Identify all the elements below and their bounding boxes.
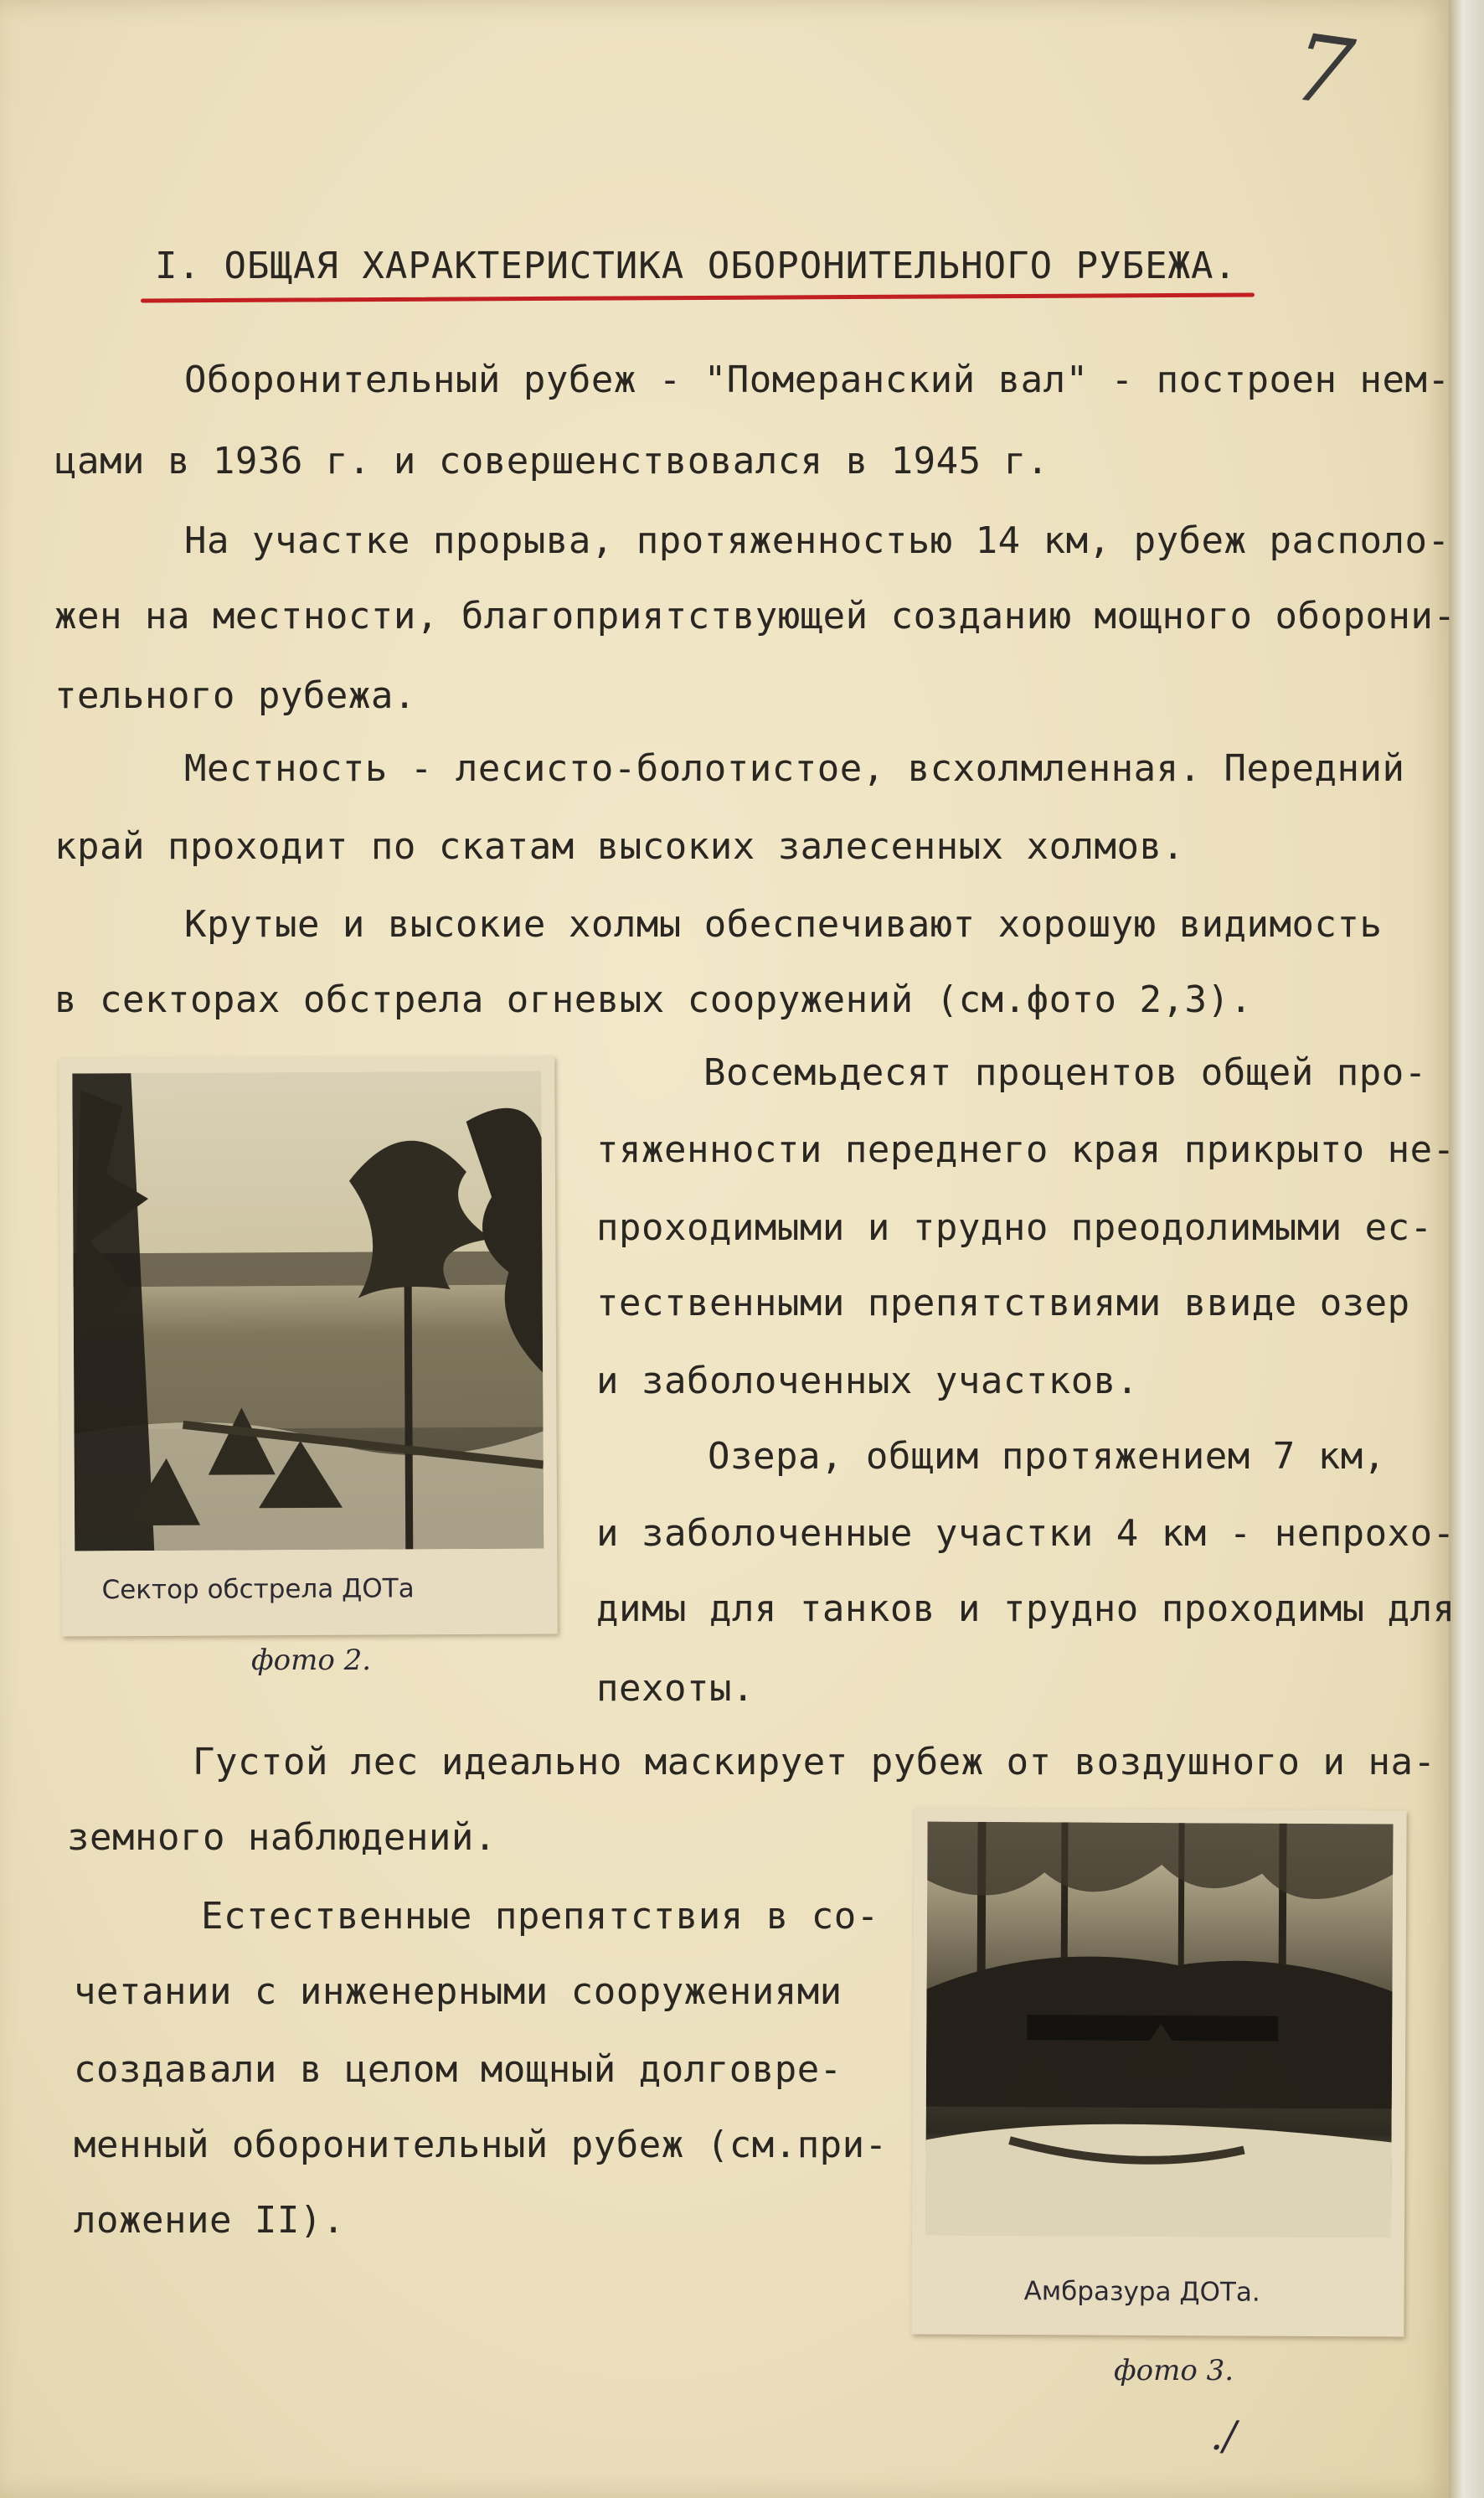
text-line: цами в 1936 г. и совершенствовался в 1945 г. bbox=[54, 440, 1049, 483]
text-line: менный оборонительный рубеж (см.при- bbox=[74, 2124, 888, 2166]
section-heading: I. ОБЩАЯ ХАРАКТЕРИСТИКА ОБОРОНИТЕЛЬНОГО РУБЕЖА. bbox=[155, 245, 1238, 287]
text-line: тественными препятствиями ввиде озер bbox=[596, 1282, 1410, 1324]
text-line: Озера, общим протяжением 7 км, bbox=[708, 1435, 1386, 1478]
text-line: край проходит по скатам высоких залесенных холмов. bbox=[54, 825, 1185, 868]
text-line: создавали в целом мощный долговре- bbox=[74, 2048, 842, 2091]
photo-mount bbox=[911, 1808, 1406, 2336]
text-line: и заболоченных участков. bbox=[596, 1360, 1139, 1402]
text-line: тельного рубежа. bbox=[54, 674, 416, 717]
text-line: в секторах обстрела огневых сооружений (см.фото 2,3). bbox=[54, 978, 1253, 1021]
page-number: 7 bbox=[1286, 13, 1360, 128]
forest-photo bbox=[72, 1071, 544, 1551]
text-line: тяженности переднего края прикрыто не- bbox=[596, 1128, 1456, 1171]
bottom-mark: ./ bbox=[1210, 2413, 1237, 2459]
text-line: жен на местности, благоприятствующей созданию мощного оборони- bbox=[54, 595, 1456, 637]
text-line: димы для танков и трудно проходимы для bbox=[596, 1587, 1456, 1630]
page-edge bbox=[1449, 0, 1484, 2498]
text-line: Оборонительный рубеж - "Померанский вал" - построен нем- bbox=[184, 359, 1451, 401]
text-line: ложение II). bbox=[74, 2199, 345, 2242]
text-line: земного наблюдений. bbox=[67, 1816, 497, 1859]
text-line: Густой лес идеально маскирует рубеж от воздушного и на- bbox=[193, 1741, 1436, 1783]
text-line: Крутые и высокие холмы обеспечивают хорошую видимость bbox=[184, 903, 1383, 946]
photo-label: фото 3. bbox=[1114, 2354, 1234, 2387]
text-line: четании с инженерными сооружениями bbox=[74, 1970, 842, 2013]
text-line: пехоты. bbox=[596, 1667, 755, 1710]
photo-mount bbox=[59, 1055, 558, 1636]
text-line: Местность - лесисто-болотистое, всхолмленная. Передний bbox=[184, 747, 1405, 790]
bunker-photo bbox=[925, 1822, 1394, 2238]
text-line: Восемьдесят процентов общей про- bbox=[703, 1051, 1427, 1094]
photo-label: фото 2. bbox=[251, 1644, 372, 1677]
text-line: и заболоченные участки 4 км - непрохо- bbox=[596, 1512, 1456, 1555]
photo-caption: Амбразура ДОТа. bbox=[1023, 2276, 1260, 2308]
text-line: Естественные препятствия в со- bbox=[201, 1895, 879, 1938]
text-line: На участке прорыва, протяженностью 14 км, рубеж располо- bbox=[184, 519, 1451, 562]
photo-caption: Сектор обстрела ДОТа bbox=[101, 1573, 415, 1606]
text-line: проходимыми и трудно преодолимыми ес- bbox=[596, 1206, 1433, 1249]
